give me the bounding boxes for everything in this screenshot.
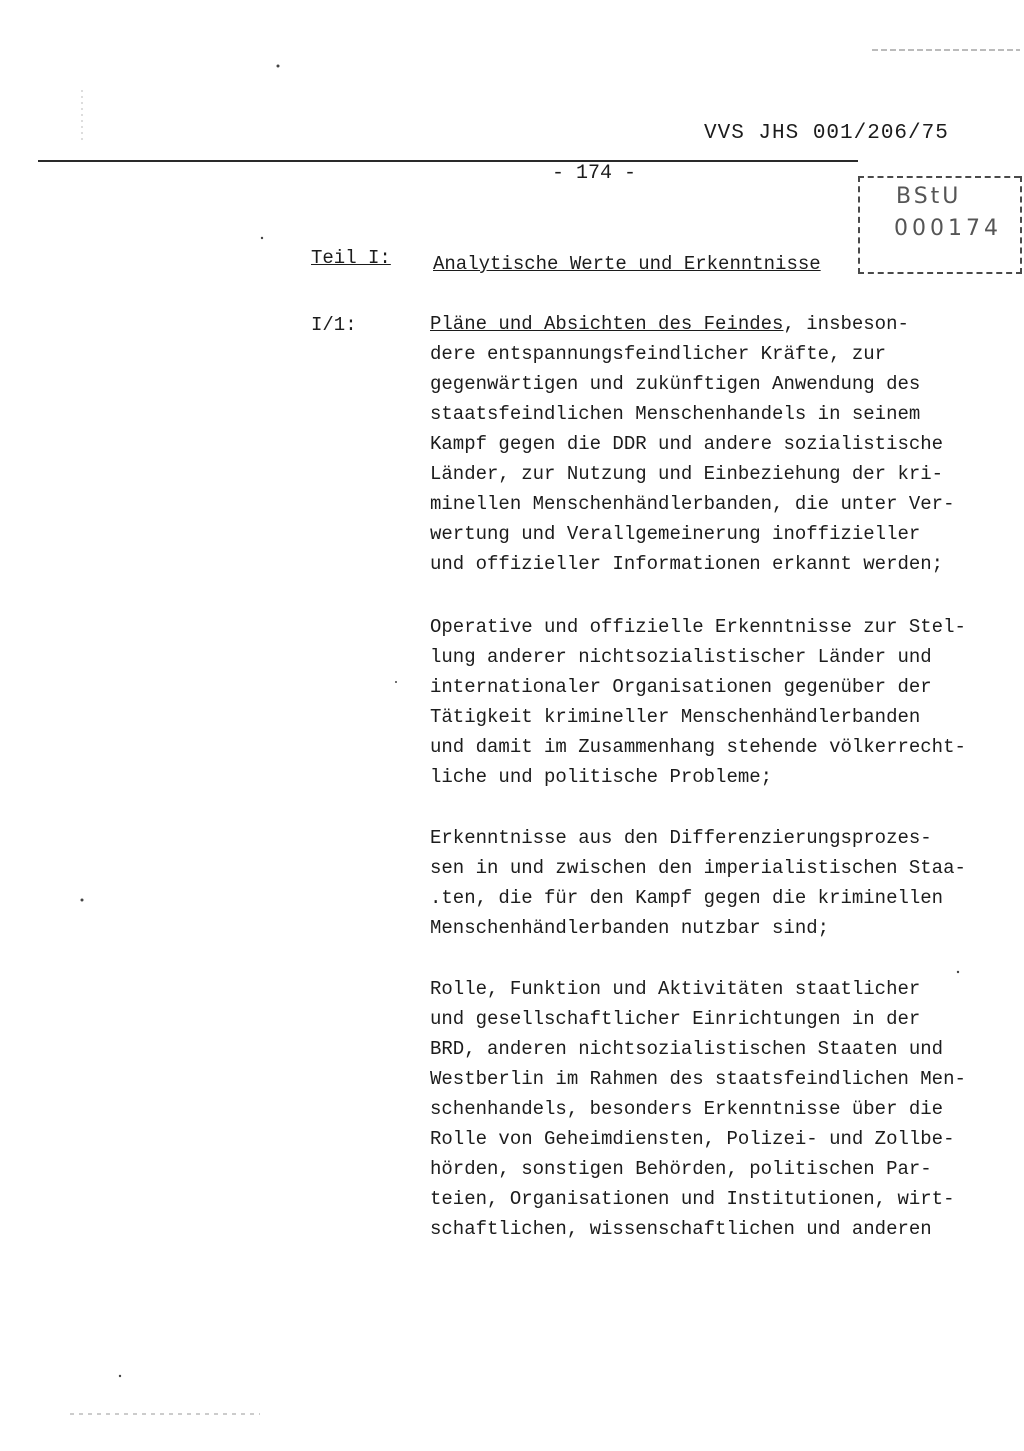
paragraph-line: sen in und zwischen den imperialistischen Staa- [430,857,966,879]
paragraph-4 [430,974,966,1244]
part-title: Analytische Werte und Erkenntnisse [433,253,821,275]
paragraph-3 [430,823,966,943]
section-label: I/1: [311,314,357,336]
paragraph-2 [430,612,966,792]
paragraph-line [430,309,955,339]
paragraph-line: Westberlin im Rahmen des staatsfeindlichen Men- [430,1068,966,1090]
paragraph-line: BRD, anderen nichtsozialistischen Staaten und [430,1038,944,1060]
paragraph-line: staatsfeindlichen Menschenhandels in seinem [430,403,921,425]
paragraph-line: gegenwärtigen und zukünftigen Anwendung des [430,373,921,395]
paragraph-line: und gesellschaftlicher Einrichtungen in der [430,1008,921,1030]
paragraph-line: Operative und offizielle Erkenntnisse zur Stel- [430,616,966,638]
document-reference-number: VVS JHS 001/206/75 [704,122,949,145]
part-label: Teil I: [311,247,391,269]
paragraph-line: schenhandels, besonders Erkenntnisse über die [430,1098,944,1120]
paragraph-line: Länder, zur Nutzung und Einbeziehung der kri- [430,463,944,485]
section-title-continuation: , insbeson- [783,313,909,335]
paragraph-line: schaftlichen, wissenschaftlichen und anderen [430,1218,932,1240]
paragraph-line: Menschenhändlerbanden nutzbar sind; [430,917,830,939]
paragraph-line: und offizieller Informationen erkannt werden; [430,553,944,575]
paragraph-line: wertung und Verallgemeinerung inoffizieller [430,523,921,545]
paragraph-line: minellen Menschenhändlerbanden, die unter Ver- [430,493,955,515]
paragraph-line: lung anderer nichtsozialistischer Länder und [430,646,932,668]
stamp-sheet-number: 000174 [894,216,1002,241]
paragraph-line: .ten, die für den Kampf gegen die kriminellen [430,887,944,909]
paragraph-1 [430,309,955,579]
paragraph-line: teien, Organisationen und Institutionen, wirt- [430,1188,955,1210]
header-rule [38,160,858,162]
paragraph-line: Rolle, Funktion und Aktivitäten staatlicher [430,978,921,1000]
paragraph-line: internationaler Organisationen gegenüber der [430,676,932,698]
paragraph-line: dere entspannungsfeindlicher Kräfte, zur [430,343,887,365]
paragraph-line: Tätigkeit krimineller Menschenhändlerbanden [430,706,921,728]
paragraph-line: liche und politische Probleme; [430,766,773,788]
paragraph-line: Rolle von Geheimdiensten, Polizei- und Zollbe- [430,1128,955,1150]
archive-stamp [858,176,1022,274]
paragraph-line: hörden, sonstigen Behörden, politischen Par- [430,1158,932,1180]
page-number: - 174 - [552,162,637,185]
stamp-archive-name: BStU [896,184,962,209]
paragraph-line: Erkenntnisse aus den Differenzierungsprozes- [430,827,932,849]
section-title: Pläne und Absichten des Feindes [430,313,784,335]
paragraph-line: und damit im Zusammenhang stehende völkerrecht- [430,736,966,758]
paragraph-line: Kampf gegen die DDR und andere sozialistische [430,433,944,455]
